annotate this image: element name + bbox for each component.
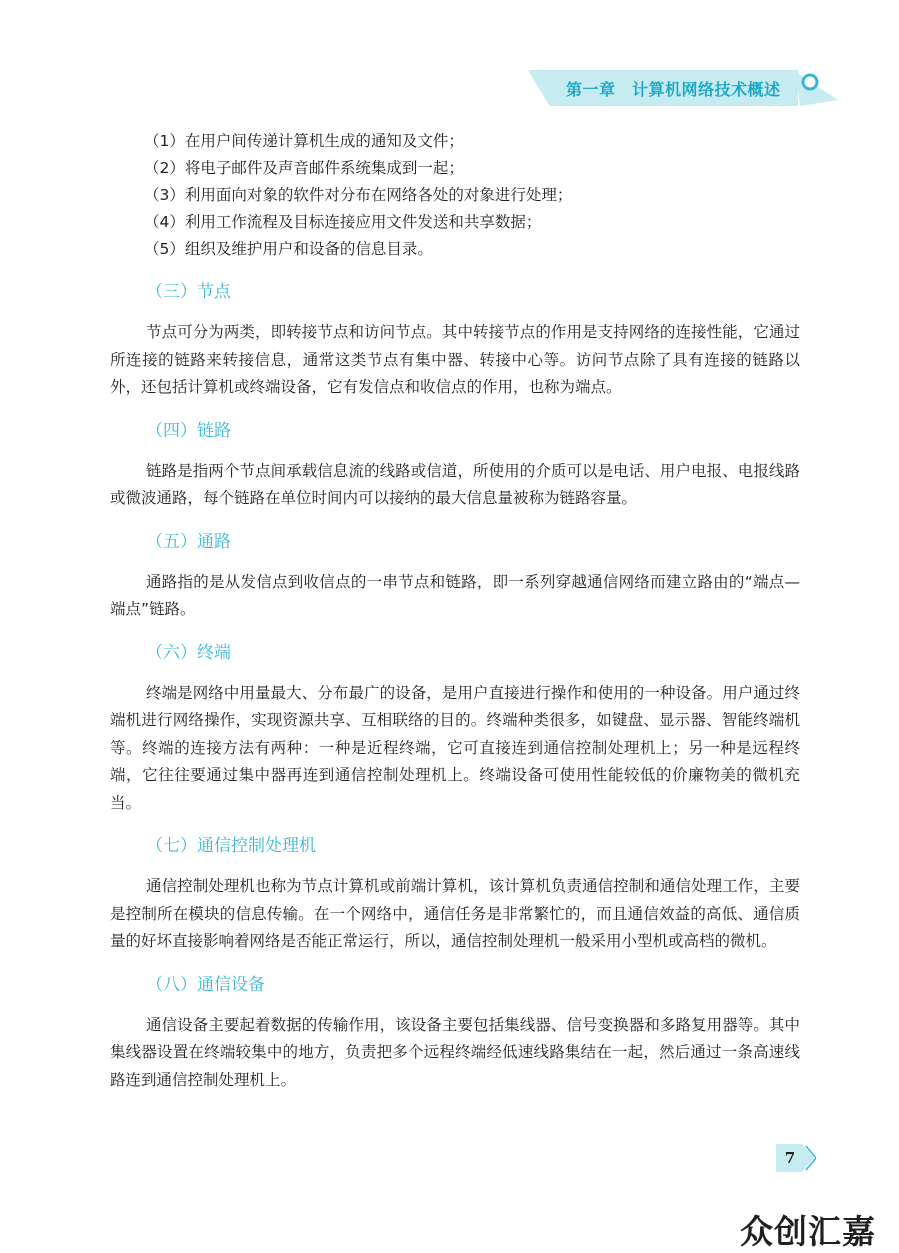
section-body-links: 链路是指两个节点间承载信息流的线路或信道，所使用的介质可以是电话、用户电报、电报线路或微波通路，每个链路在单位时间内可以接纳的最大信息量被称为链路容量。 bbox=[110, 461, 800, 507]
list-item: （2）将电子邮件及声音邮件系统集成到一起； bbox=[144, 159, 464, 177]
chapter-decoration-icon bbox=[790, 52, 846, 108]
section-heading-comm-devices: （八）通信设备 bbox=[146, 974, 265, 995]
list-item: （1）在用户间传递计算机生成的通知及文件； bbox=[144, 132, 464, 150]
section-heading-comm-processor: （七）通信控制处理机 bbox=[146, 836, 316, 856]
page-number: 7 bbox=[784, 1149, 796, 1167]
intro-list bbox=[110, 128, 800, 263]
section-heading-nodes: （三）节点 bbox=[146, 282, 231, 302]
section-heading-links: （四）链路 bbox=[146, 420, 231, 441]
section-body-comm-devices: 通信设备主要起着数据的传输作用，该设备主要包括集线器、信号变换器和多路复用器等。其中集线器设置在终端较集中的地方，负责把多个远程终端经低速线路集结在一起，然后通过一条高速线路连到通信控制处理机上。 bbox=[110, 1015, 800, 1089]
section-body-comm-processor: 通信控制处理机也称为节点计算机或前端计算机，该计算机负责通信控制和通信处理工作，主要是控制所在模块的信息传输。在一个网络中，通信任务是非常繁忙的，而且通信效益的高低、通信质量的好坏直接影响着网络是否能正常运行，所以，通信控制处理机一般采用小型机或高档的微机。 bbox=[110, 877, 800, 950]
list-item: （4）利用工作流程及目标连接应用文件发送和共享数据； bbox=[144, 213, 542, 231]
list-item: （3）利用面向对象的软件对分布在网络各处的对象进行处理； bbox=[144, 186, 573, 204]
section-body-nodes: 节点可分为两类，即转接节点和访问节点。其中转接节点的作用是支持网络的连接性能，它通过所连接的链路来转接信息，通常这类节点有集中器、转接中心等。访问节点除了具有连接的链路以外，还包括计算机或终端设备，它有发信点和收信点的作用，也称为端点。 bbox=[110, 323, 800, 396]
list-item: （5）组织及维护用户和设备的信息目录。 bbox=[144, 240, 433, 258]
section-heading-terminals: （六）终端 bbox=[146, 642, 231, 663]
section-heading-paths: （五）通路 bbox=[146, 531, 231, 552]
watermark-logo: 众创汇嘉 bbox=[740, 1212, 876, 1251]
section-body-terminals: 终端是网络中用量最大、分布最广的设备，是用户直接进行操作和使用的一种设备。用户通过终端机进行网络操作，实现资源共享、互相联络的目的。终端种类很多，如键盘、显示器、智能终端机等。终端的连接方法有两种：一种是近程终端，它可直接连到通信控制处理机上；另一种是远程终端，它往往要通过集中器再连到通信控制处理机上。终端设备可使用性能较低的价廉物美的微机充当。 bbox=[110, 683, 800, 812]
page-content bbox=[110, 128, 800, 1094]
chapter-title: 第一章 计算机网络技术概述 bbox=[566, 80, 781, 99]
section-body-paths: 通路指的是从发信点到收信点的一串节点和链路，即一系列穿越通信网络而建立路由的“端点—端点”链路。 bbox=[110, 572, 800, 618]
